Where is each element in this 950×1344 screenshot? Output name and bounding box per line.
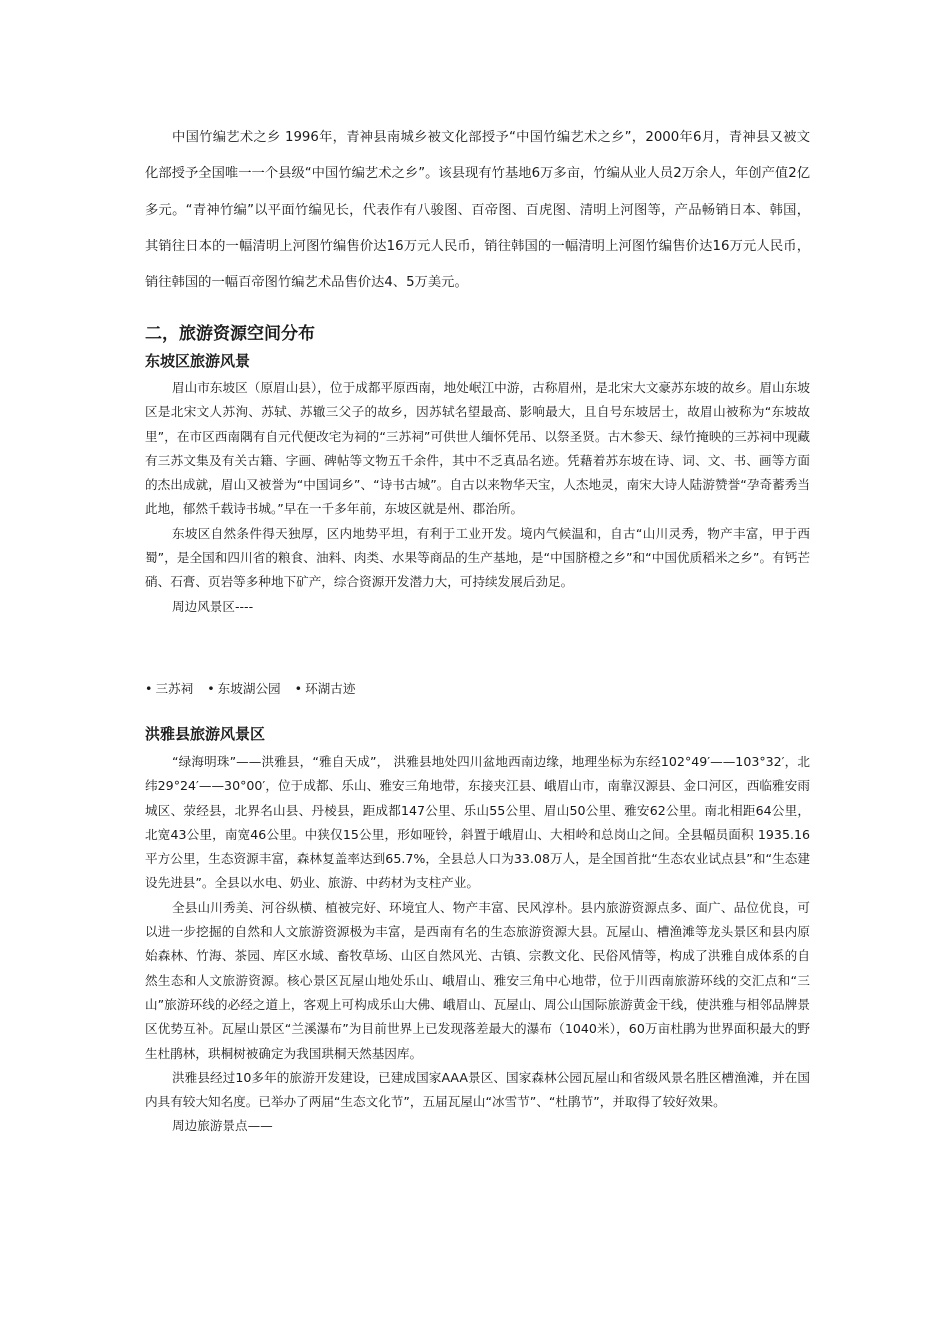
hongya-scenic-lead: 周边旅游景点—— (172, 1118, 273, 1134)
dongpo-scenic-lead: 周边风景区---- (172, 598, 254, 614)
bullet-icon: • (294, 681, 303, 696)
dongpo-paragraph-1: 眉山市东坡区（原眉山县），位于成都平原西南，地处岷江中游，古称眉州，是北宋大文豪苏东坡的故乡。眉山东坡区是北宋文人苏洵、苏轼、苏辙三父子的故乡，因苏轼名望最高、影响最大，且自号东坡居士，故眉山被称为“东坡故里”，在市区西南隅有自元代便改宅为祠的“三苏祠”可供世人缅怀凭吊、以祭圣贤。古木参天、绿竹掩映的三苏祠中现藏有三苏文集及有关古籍、字画、碑帖等文物五千余件，其中不乏真品名迹。凭藉着苏东坡在诗、词、文、书、画等方面的杰出成就，眉山又被誉为“中国词乡”、“诗书古城”。自古以来物华天宝，人杰地灵，南宋大诗人陆游赞誉“孕奇蓄秀当此地，郁然千载诗书城。”早在一千多年前，东坡区就是州、郡治所。 (145, 380, 810, 517)
hongya-paragraph-1: “绿海明珠”——洪雅县，“雅自天成”， 洪雅县地处四川盆地西南边缘，地理坐标为东经102°49′——103°32′，北纬29°24′——30°00′，位于成都、乐山、雅安三角地带，东接夹江县、峨眉山市，南靠汉源县、金口河区，西临雅安雨城区、荥经县，北界名山县、丹棱县，距成都147公里、乐山55公里、眉山50公里、雅安62公里。南北相距64公里，北宽43公里，南宽46公里。中狭仅15公里，形如哑铃，斜置于峨眉山、大相岭和总岗山之间。全县幅员面积 1935.16平方公里，生态资源丰富，森林复盖率达到65.7%，全县总人口为33.08万人，是全国首批“生态农业试点县”和“生态建设先进县”。全县以水电、奶业、旅游、中药材为支柱产业。 (145, 754, 810, 891)
section-title: 二，旅游资源空间分布 (145, 324, 315, 344)
bullet-icon: • (207, 681, 215, 696)
hongya-section (145, 723, 810, 745)
dongpo-body (145, 376, 810, 619)
bullet-icon: • (145, 681, 153, 696)
scenic-spot-item (145, 677, 193, 701)
section-two-header (145, 322, 810, 346)
hongya-title: 洪雅县旅游风景区 (145, 725, 266, 743)
dongpo-scenic-list (145, 677, 810, 701)
bamboo-art-paragraph: 中国竹编艺术之乡 1996年，青神县南城乡被文化部授予“中国竹编艺术之乡”，2000年6月，青神县又被文化部授予全国唯一一个县级“中国竹编艺术之乡”。该县现有竹基地6万多亩，竹编从业人员2万余人，年创产值2亿多元。“青神竹编”以平面竹编见长，代表作有八骏图、百帝图、百虎图、清明上河图等，产品畅销日本、韩国，其销往日本的一幅清明上河图竹编售价达16万元人民币，销往韩国的一幅清明上河图竹编售价达16万元人民币，销往韩国的一幅百帝图竹编艺术品售价达4、5万美元。 (145, 130, 810, 291)
hongya-paragraph-2: 全县山川秀美、河谷纵横、植被完好、环境宜人、物产丰富、民风淳朴。县内旅游资源点多、面广、品位优良，可以进一步挖掘的自然和人文旅游资源极为丰富，是西南有名的生态旅游资源大县。瓦屋山、槽渔滩等龙头景区和县内原始森林、竹海、茶园、库区水域、畜牧草场、山区自然风光、古镇、宗教文化、民俗风情等，构成了洪雅自成体系的自然生态和人文旅游资源。核心景区瓦屋山地处乐山、峨眉山、雅安三角中心地带，位于川西南旅游环线的交汇点和“三山”旅游环线的必经之道上，客观上可构成乐山大佛、峨眉山、瓦屋山、周公山国际旅游黄金干线，使洪雅与相邻品牌景区优势互补。瓦屋山景区“兰溪瀑布”为目前世界上已发现落差最大的瀑布（1040米），60万亩杜鹃为世界面积最大的野生杜鹃林，珙桐树被确定为我国珙桐天然基因库。 (145, 899, 810, 1061)
scenic-spot-label: 东坡湖公园 (217, 681, 281, 696)
scenic-spot-item (295, 677, 356, 701)
scenic-spot-label: 三苏祠 (155, 681, 194, 696)
scenic-spot-label: 环湖古迹 (305, 681, 356, 696)
dongpo-paragraph-2: 东坡区自然条件得天独厚，区内地势平坦，有利于工业开发。境内气候温和，自古“山川灵秀，物产丰富，甲于西蜀”，是全国和四川省的粮食、油料、肉类、水果等商品的生产基地，是“中国脐橙之乡”和“中国优质稻米之乡”。有钙芒硝、石膏、页岩等多种地下矿产，综合资源开发潜力大，可持续发展后劲足。 (145, 525, 810, 590)
scenic-spot-item (207, 677, 280, 701)
dongpo-title: 东坡区旅游风景 (145, 352, 251, 370)
hongya-paragraph-3: 洪雅县经过10多年的旅游开发建设，已建成国家AAA景区、国家森林公园瓦屋山和省级风景名胜区槽渔滩，并在国内具有较大知名度。已举办了两届“生态文化节”，五届瓦屋山“冰雪节”、“杜鹃节”，并取得了较好效果。 (145, 1069, 810, 1110)
dongpo-section (145, 350, 810, 372)
bamboo-art-section (145, 120, 810, 301)
hongya-body (145, 750, 810, 1139)
